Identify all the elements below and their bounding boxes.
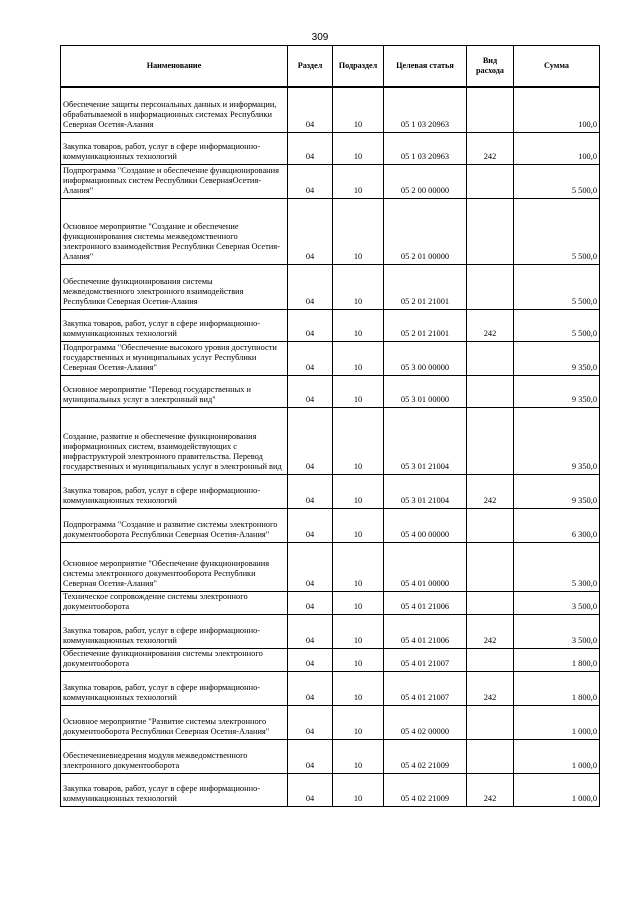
table-cell-name: Закупка товаров, работ, услуг в сфере информационно-коммуникационных технологий: [61, 614, 288, 648]
table-cell-section: 04: [288, 648, 333, 671]
table-cell-expense-type: [467, 341, 514, 375]
table-cell-expense-type: [467, 508, 514, 542]
table-row: [61, 309, 600, 341]
table-cell-name: Закупка товаров, работ, услуг в сфере информационно-коммуникационных технологий: [61, 474, 288, 508]
table-cell-amount: 9 350,0: [514, 375, 600, 407]
table-cell-target: 05 4 02 21009: [384, 773, 467, 806]
table-row: [61, 508, 600, 542]
column-header-section: Раздел: [288, 46, 333, 88]
table-cell-target: 05 4 02 00000: [384, 705, 467, 739]
table-row: [61, 341, 600, 375]
column-header-expense-type: Вид расхода: [467, 46, 514, 88]
table-cell-subsection: 10: [333, 671, 384, 705]
table-cell-expense-type: [467, 375, 514, 407]
table-row: [61, 375, 600, 407]
table-cell-amount: 1 000,0: [514, 773, 600, 806]
table-cell-section: 04: [288, 474, 333, 508]
column-header-target: Целевая статья: [384, 46, 467, 88]
table-cell-subsection: 10: [333, 614, 384, 648]
table-cell-expense-type: 242: [467, 132, 514, 164]
table-cell-expense-type: [467, 407, 514, 474]
table-cell-target: 05 4 00 00000: [384, 508, 467, 542]
table-cell-target: 05 3 01 21004: [384, 474, 467, 508]
table-row: [61, 739, 600, 773]
table-header-row: [61, 46, 600, 88]
table-cell-expense-type: [467, 87, 514, 132]
table-cell-target: 05 3 01 21004: [384, 407, 467, 474]
table-cell-amount: 1 000,0: [514, 739, 600, 773]
table-cell-section: 04: [288, 705, 333, 739]
table-cell-amount: 9 350,0: [514, 474, 600, 508]
table-cell-name: Обеспечение защиты персональных данных и информации, обрабатываемой в информационных системах Республики Северная Осетия-Алания: [61, 87, 288, 132]
table-row: [61, 614, 600, 648]
table-cell-amount: 3 500,0: [514, 591, 600, 614]
table-cell-subsection: 10: [333, 474, 384, 508]
table-cell-section: 04: [288, 87, 333, 132]
table-cell-amount: 5 500,0: [514, 198, 600, 264]
table-cell-subsection: 10: [333, 132, 384, 164]
table-row: [61, 773, 600, 806]
table-cell-target: 05 3 00 00000: [384, 341, 467, 375]
table-cell-target: 05 2 01 21001: [384, 264, 467, 309]
column-header-name: Наименование: [61, 46, 288, 88]
table-cell-section: 04: [288, 671, 333, 705]
table-cell-subsection: 10: [333, 341, 384, 375]
table-cell-section: 04: [288, 198, 333, 264]
table-cell-expense-type: 242: [467, 671, 514, 705]
table-cell-target: 05 1 03 20963: [384, 87, 467, 132]
table-cell-amount: 5 300,0: [514, 542, 600, 591]
table-row: [61, 264, 600, 309]
table-cell-target: 05 4 01 21007: [384, 648, 467, 671]
table-row: [61, 164, 600, 198]
table-row: [61, 671, 600, 705]
table-cell-expense-type: [467, 198, 514, 264]
table-cell-expense-type: 242: [467, 614, 514, 648]
table-cell-subsection: 10: [333, 705, 384, 739]
table-cell-subsection: 10: [333, 164, 384, 198]
table-cell-section: 04: [288, 375, 333, 407]
table-cell-target: 05 2 00 00000: [384, 164, 467, 198]
table-cell-name: Основное мероприятие "Перевод государственных и муниципальных услуг в электронный вид": [61, 375, 288, 407]
table-cell-subsection: 10: [333, 407, 384, 474]
table-cell-section: 04: [288, 309, 333, 341]
table-cell-expense-type: [467, 164, 514, 198]
table-cell-subsection: 10: [333, 309, 384, 341]
table-cell-amount: 1 800,0: [514, 648, 600, 671]
table-cell-section: 04: [288, 773, 333, 806]
table-cell-subsection: 10: [333, 264, 384, 309]
table-cell-target: 05 2 01 21001: [384, 309, 467, 341]
table-cell-amount: 9 350,0: [514, 407, 600, 474]
table-cell-section: 04: [288, 508, 333, 542]
table-cell-name: Основное мероприятие "Создание и обеспечение функционирования системы межведомственного электронного взаимодействия Республики Северная Осетия-Алания": [61, 198, 288, 264]
table-row: [61, 87, 600, 132]
table-cell-subsection: 10: [333, 375, 384, 407]
table-cell-target: 05 4 02 21009: [384, 739, 467, 773]
table-cell-amount: 100,0: [514, 87, 600, 132]
table-cell-target: 05 4 01 21006: [384, 614, 467, 648]
table-cell-section: 04: [288, 542, 333, 591]
table-cell-section: 04: [288, 164, 333, 198]
table-cell-target: 05 4 01 21006: [384, 591, 467, 614]
table-row: [61, 591, 600, 614]
table-cell-amount: 5 500,0: [514, 309, 600, 341]
table-cell-name: Основное мероприятие "Развитие системы электронного документооборота Республики Северная Осетия-Алания": [61, 705, 288, 739]
table-cell-expense-type: 242: [467, 309, 514, 341]
table-cell-subsection: 10: [333, 773, 384, 806]
table-row: [61, 648, 600, 671]
column-header-subsection: Подраздел: [333, 46, 384, 88]
table-cell-subsection: 10: [333, 591, 384, 614]
table-cell-section: 04: [288, 591, 333, 614]
table-cell-target: 05 2 01 00000: [384, 198, 467, 264]
table-cell-subsection: 10: [333, 508, 384, 542]
table-cell-section: 04: [288, 341, 333, 375]
table-cell-subsection: 10: [333, 198, 384, 264]
table-cell-amount: 5 500,0: [514, 164, 600, 198]
table-cell-section: 04: [288, 407, 333, 474]
table-cell-amount: 5 500,0: [514, 264, 600, 309]
table-cell-amount: 6 300,0: [514, 508, 600, 542]
table-cell-target: 05 1 03 20963: [384, 132, 467, 164]
table-row: [61, 198, 600, 264]
table-cell-target: 05 4 01 00000: [384, 542, 467, 591]
table-cell-section: 04: [288, 264, 333, 309]
table-cell-name: Обеспечениевнедрения модуля межведомственного электронного документооборота: [61, 739, 288, 773]
budget-table: [60, 45, 600, 807]
table-cell-name: Создание, развитие и обеспечение функционирования информационных систем, взаимодействующих с инфраструктурой электронного правительства. Перевод государственных и муниципальных услуг в электронный вид: [61, 407, 288, 474]
table-cell-target: 05 4 01 21007: [384, 671, 467, 705]
table-row: [61, 705, 600, 739]
table-cell-amount: 9 350,0: [514, 341, 600, 375]
table-row: [61, 474, 600, 508]
table-cell-amount: 3 500,0: [514, 614, 600, 648]
table-cell-expense-type: 242: [467, 474, 514, 508]
column-header-amount: Сумма: [514, 46, 600, 88]
table-cell-name: Обеспечение функционирования системы электронного документооборота: [61, 648, 288, 671]
page-number: 309: [311, 32, 329, 43]
table-cell-amount: 100,0: [514, 132, 600, 164]
table-cell-name: Закупка товаров, работ, услуг в сфере информационно-коммуникационных технологий: [61, 773, 288, 806]
table-cell-expense-type: [467, 542, 514, 591]
table-cell-subsection: 10: [333, 648, 384, 671]
table-row: [61, 132, 600, 164]
table-cell-subsection: 10: [333, 542, 384, 591]
table-cell-name: Техническое сопровождение системы электронного документооборота: [61, 591, 288, 614]
table-cell-name: Закупка товаров, работ, услуг в сфере информационно-коммуникационных технологий: [61, 309, 288, 341]
table-cell-name: Закупка товаров, работ, услуг в сфере информационно-коммуникационных технологий: [61, 132, 288, 164]
table-cell-section: 04: [288, 614, 333, 648]
table-cell-amount: 1 000,0: [514, 705, 600, 739]
table-cell-expense-type: [467, 648, 514, 671]
table-cell-amount: 1 800,0: [514, 671, 600, 705]
table-row: [61, 542, 600, 591]
table-cell-name: Подпрограмма "Создание и обеспечение функционирования информационных систем Республики СевернаяОсетия-Алания": [61, 164, 288, 198]
table-cell-expense-type: [467, 739, 514, 773]
table-cell-section: 04: [288, 739, 333, 773]
table-row: [61, 407, 600, 474]
table-cell-name: Основное мероприятие "Обеспечение функционирования системы электронного документооборота Республики Северная Осетия-Алания": [61, 542, 288, 591]
table-cell-target: 05 3 01 00000: [384, 375, 467, 407]
table-cell-name: Подпрограмма "Обеспечение высокого уровня доступности государственных и муниципальных услуг Республики Северная Осетия-Алания": [61, 341, 288, 375]
table-cell-subsection: 10: [333, 739, 384, 773]
table-cell-expense-type: 242: [467, 773, 514, 806]
table-cell-expense-type: [467, 591, 514, 614]
table-cell-name: Подпрограмма "Создание и развитие системы электронного документооборота Республики Северная Осетия-Алания": [61, 508, 288, 542]
table-cell-name: Обеспечение функционирования системы межведомственного электронного взаимодействия Республики Северная Осетия-Алания: [61, 264, 288, 309]
table-cell-section: 04: [288, 132, 333, 164]
table-cell-subsection: 10: [333, 87, 384, 132]
table-cell-expense-type: [467, 264, 514, 309]
table-cell-name: Закупка товаров, работ, услуг в сфере информационно-коммуникационных технологий: [61, 671, 288, 705]
table-cell-expense-type: [467, 705, 514, 739]
